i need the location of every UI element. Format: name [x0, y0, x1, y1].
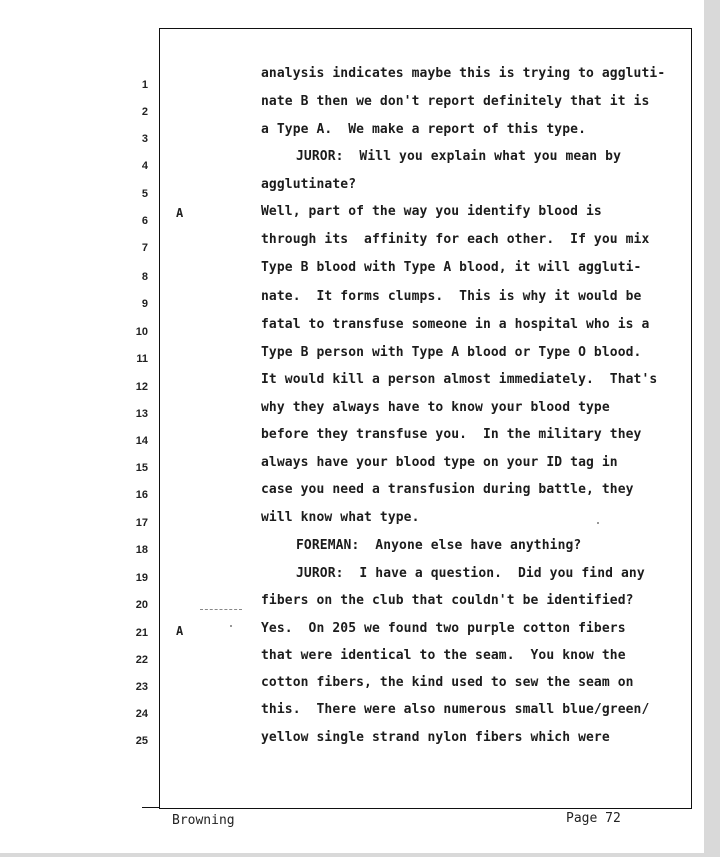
transcript-line: nate B then we don't report definitely that it is — [261, 94, 650, 109]
line-number: 17 — [135, 517, 148, 529]
line-number: 2 — [141, 106, 148, 118]
transcript-line: case you need a transfusion during battle, they — [261, 482, 634, 497]
transcript-line: a Type A. We make a report of this type. — [261, 122, 586, 137]
gutter-rule — [142, 807, 160, 808]
line-number: 13 — [135, 408, 148, 420]
transcript-line: JUROR: I have a question. Did you find any — [296, 566, 645, 581]
line-number: 20 — [135, 599, 148, 611]
transcript-line: will know what type. — [261, 510, 420, 525]
transcript-line: Type B person with Type A blood or Type O blood. — [261, 345, 642, 360]
line-number: 4 — [141, 160, 148, 172]
transcript-line: Type B blood with Type A blood, it will aggluti- — [261, 260, 642, 275]
speaker-marker: A — [176, 206, 184, 220]
page-number: Page 72 — [566, 811, 621, 826]
transcript-line: always have your blood type on your ID tag in — [261, 455, 618, 470]
line-number: 3 — [141, 133, 148, 145]
transcript-line: FOREMAN: Anyone else have anything? — [296, 538, 582, 553]
line-number: 11 — [136, 353, 148, 365]
transcript-line: yellow single strand nylon fibers which were — [261, 730, 610, 745]
transcript-line: Well, part of the way you identify blood is — [261, 204, 602, 219]
transcript-line: this. There were also numerous small blue/green/ — [261, 702, 650, 717]
line-number: 22 — [135, 654, 148, 666]
scan-edge-right — [704, 0, 720, 857]
line-number: 7 — [141, 242, 148, 254]
line-number: 5 — [141, 188, 148, 200]
transcript-line: It would kill a person almost immediately. That's — [261, 372, 658, 387]
transcript-line: nate. It forms clumps. This is why it would be — [261, 289, 642, 304]
transcript-line: fibers on the club that couldn't be identified? — [261, 593, 634, 608]
line-number: 18 — [135, 544, 148, 556]
transcript-line: through its affinity for each other. If you mix — [261, 232, 650, 247]
scan-edge-bottom — [0, 853, 720, 857]
transcript-line: cotton fibers, the kind used to sew the seam on — [261, 675, 634, 690]
line-number: 19 — [135, 572, 148, 584]
line-number: 21 — [135, 627, 148, 639]
transcript-line: agglutinate? — [261, 177, 357, 192]
margin-mark — [200, 609, 242, 610]
transcript-line: Yes. On 205 we found two purple cotton fibers — [261, 621, 626, 636]
witness-name: Browning — [172, 813, 235, 828]
transcript-line: fatal to transfuse someone in a hospital who is a — [261, 317, 650, 332]
transcript-line: JUROR: Will you explain what you mean by — [296, 149, 621, 164]
line-number: 14 — [135, 435, 148, 447]
line-number: 16 — [135, 489, 148, 501]
line-number: 6 — [141, 215, 148, 227]
line-number: 15 — [135, 462, 148, 474]
scan-speck — [230, 625, 232, 627]
page-border — [159, 28, 692, 809]
line-number: 10 — [135, 326, 148, 338]
line-number: 9 — [141, 298, 148, 310]
transcript-line: why they always have to know your blood type — [261, 400, 610, 415]
line-number: 24 — [135, 708, 148, 720]
transcript-line: analysis indicates maybe this is trying to aggluti- — [261, 66, 666, 81]
line-number: 8 — [141, 271, 148, 283]
line-number: 12 — [135, 381, 148, 393]
line-number: 25 — [135, 735, 148, 747]
speaker-marker: A — [176, 624, 184, 638]
transcript-line: that were identical to the seam. You know the — [261, 648, 626, 663]
line-number: 23 — [135, 681, 148, 693]
line-number: 1 — [141, 79, 148, 91]
transcript-line: before they transfuse you. In the military they — [261, 427, 642, 442]
